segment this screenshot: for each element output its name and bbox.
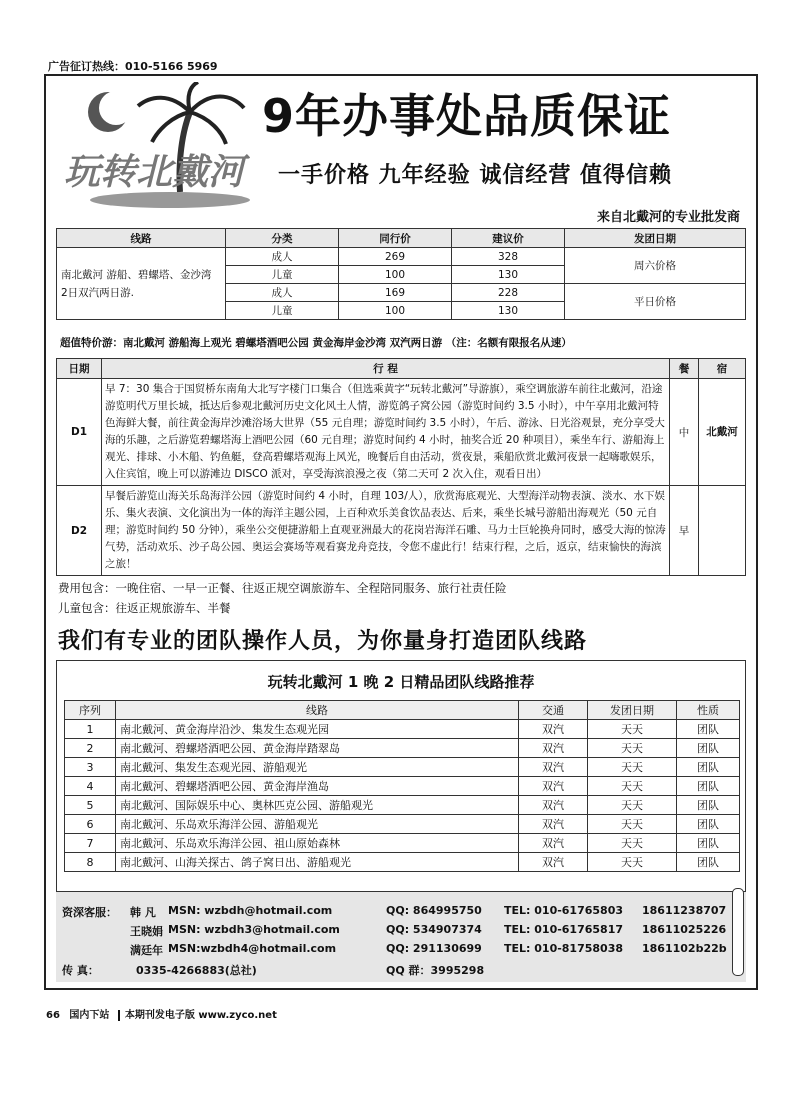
price-cat: 儿童 — [226, 302, 339, 320]
price-header: 建议价 — [452, 229, 565, 248]
ad-hotline: 广告征订热线：010-5166 5969 — [48, 60, 218, 73]
routes-row — [65, 758, 740, 777]
routes-type: 团队 — [677, 815, 740, 834]
price-peer: 269 — [339, 248, 452, 266]
routes-traffic: 双汽 — [519, 815, 588, 834]
routes-row — [65, 796, 740, 815]
routes-num: 8 — [65, 853, 116, 872]
routes-traffic: 双汽 — [519, 758, 588, 777]
routes-row — [65, 739, 740, 758]
routes-type: 团队 — [677, 796, 740, 815]
routes-date: 天天 — [588, 739, 677, 758]
slogan: 一手价格 九年经验 诚信经营 值得信赖 — [278, 163, 672, 188]
contact-msn: MSN: wzbdh3@hotmail.com — [168, 923, 340, 936]
routes-header: 交通 — [519, 701, 588, 720]
price-peer: 169 — [339, 284, 452, 302]
routes-type: 团队 — [677, 777, 740, 796]
contact-mobile: 1861102b22b — [642, 942, 727, 955]
price-cat: 成人 — [226, 284, 339, 302]
itin-meal: 早 — [670, 486, 699, 576]
page-title: 9年办事处品质保证 — [262, 89, 672, 143]
footer-section: 国内下站 — [69, 1010, 110, 1021]
routes-route: 南北戴河、乐岛欢乐海洋公园、祖山原始森林 — [116, 834, 519, 853]
routes-header: 性质 — [677, 701, 740, 720]
fee-include: 费用包含：一晚住宿、一早一正餐、往返正规空调旅游车、全程陪同服务、旅行社责任险 — [58, 581, 507, 595]
page-number: 66 — [46, 1010, 60, 1021]
routes-date: 天天 — [588, 815, 677, 834]
routes-row — [65, 720, 740, 739]
contact-name: 韩 凡 — [130, 906, 156, 919]
price-header: 线路 — [57, 229, 226, 248]
routes-num: 6 — [65, 815, 116, 834]
routes-route: 南北戴河、国际娱乐中心、奥林匹克公园、游船观光 — [116, 796, 519, 815]
routes-num: 1 — [65, 720, 116, 739]
contact-name: 满廷年 — [130, 944, 163, 957]
price-route: 南北戴河 游船、碧螺塔、金沙湾 2日双汽两日游. — [57, 248, 226, 320]
routes-route: 南北戴河、集发生态观光园、游船观光 — [116, 758, 519, 777]
scrollbar[interactable] — [732, 888, 744, 976]
price-suggest: 328 — [452, 248, 565, 266]
qq-group: QQ 群：3995298 — [386, 964, 485, 977]
routes-route: 南北戴河、黄金海岸沿沙、集发生态观光园 — [116, 720, 519, 739]
routes-route: 南北戴河、碧螺塔酒吧公园、黄金海岸踏翠岛 — [116, 739, 519, 758]
routes-route: 南北戴河、碧螺塔酒吧公园、黄金海岸渔岛 — [116, 777, 519, 796]
routes-title: 玩转北戴河 1 晚 2 日精品团队线路推荐 — [267, 673, 535, 691]
price-date: 平日价格 — [565, 284, 746, 320]
contact-label: 资深客服： — [62, 906, 117, 919]
routes-num: 7 — [65, 834, 116, 853]
routes-traffic: 双汽 — [519, 777, 588, 796]
contact-tel: TEL: 010-61765817 — [504, 923, 624, 936]
routes-table — [64, 700, 740, 872]
routes-date: 天天 — [588, 758, 677, 777]
contact-msn: MSN: wzbdh@hotmail.com — [168, 904, 333, 917]
routes-row — [65, 777, 740, 796]
routes-traffic: 双汽 — [519, 720, 588, 739]
routes-type: 团队 — [677, 739, 740, 758]
price-suggest: 228 — [452, 284, 565, 302]
routes-type: 团队 — [677, 758, 740, 777]
price-header: 分类 — [226, 229, 339, 248]
price-suggest: 130 — [452, 302, 565, 320]
routes-num: 5 — [65, 796, 116, 815]
contact-qq: QQ: 291130699 — [386, 942, 482, 955]
contact-qq: QQ: 864995750 — [386, 904, 482, 917]
contact-mobile: 18611025226 — [642, 923, 727, 936]
wholesaler-tagline: 来自北戴河的专业批发商 — [596, 210, 740, 225]
price-peer: 100 — [339, 302, 452, 320]
footer-site: 本期刊发电子版 www.zyco.net — [124, 1010, 277, 1021]
itin-day: D1 — [57, 379, 102, 486]
special-offer: 超值特价游：南北戴河 游船海上观光 碧螺塔酒吧公园 黄金海岸金沙湾 双汽两日游 （注：名额有限报名从速） — [60, 337, 572, 349]
price-table — [56, 228, 746, 320]
routes-traffic: 双汽 — [519, 834, 588, 853]
price-header: 发团日期 — [565, 229, 746, 248]
itin-header: 餐 — [670, 359, 699, 379]
contact-tel: TEL: 010-81758038 — [504, 942, 624, 955]
contact-mobile: 18611238707 — [642, 904, 727, 917]
price-date: 周六价格 — [565, 248, 746, 284]
contact-msn: MSN:wzbdh4@hotmail.com — [168, 942, 337, 955]
itinerary-table — [56, 358, 746, 576]
itin-header: 行 程 — [102, 359, 670, 379]
routes-type: 团队 — [677, 834, 740, 853]
contact-qq: QQ: 534907374 — [386, 923, 482, 936]
routes-num: 3 — [65, 758, 116, 777]
routes-date: 天天 — [588, 834, 677, 853]
routes-type: 团队 — [677, 853, 740, 872]
price-peer: 100 — [339, 266, 452, 284]
fax-number: 0335-4266883(总社) — [136, 964, 257, 977]
routes-route: 南北戴河、乐岛欢乐海洋公园、游船观光 — [116, 815, 519, 834]
itin-header: 宿 — [699, 359, 746, 379]
team-headline: 我们有专业的团队操作人员，为你量身打造团队线路 — [58, 629, 588, 654]
contact-tel: TEL: 010-61765803 — [504, 904, 624, 917]
itin-stay: 北戴河 — [699, 379, 746, 486]
price-suggest: 130 — [452, 266, 565, 284]
routes-row — [65, 834, 740, 853]
routes-type: 团队 — [677, 720, 740, 739]
routes-date: 天天 — [588, 777, 677, 796]
routes-row — [65, 815, 740, 834]
itin-meal: 中 — [670, 379, 699, 486]
footer — [46, 1006, 277, 1021]
routes-date: 天天 — [588, 853, 677, 872]
logo-text: 玩转北戴河 — [64, 152, 245, 193]
routes-row — [65, 853, 740, 872]
routes-traffic: 双汽 — [519, 796, 588, 815]
price-cat: 儿童 — [226, 266, 339, 284]
routes-header: 序列 — [65, 701, 116, 720]
routes-route: 南北戴河、山海关探古、鸽子窝日出、游船观光 — [116, 853, 519, 872]
routes-num: 2 — [65, 739, 116, 758]
itin-text: 早餐后游览山海关乐岛海洋公园（游览时间约 4 小时，自理 103/人），欣赏海底观光、大型海洋动物表演、淡水、水下娱乐、集火表演、文化演出为一体的海洋主题公园，上百种欢乐美食饮品表达、后来，乘坐长城号游船出海观光（50 元自理；游览时间约 50 分钟），乘坐公交便捷游船上直观亚洲最大的花岗岩海洋石雕、马力士巨轮换舟同时，感受大海的惊涛气势，活动欢乐、沙子岛公园、奥运会赛场等观看赛龙舟竞技，令您不虚此行！结束行程，之后，返京，结束愉快的海滨之旅！ — [102, 486, 670, 576]
routes-traffic: 双汽 — [519, 739, 588, 758]
routes-num: 4 — [65, 777, 116, 796]
itin-text: 早 7：30 集合于国贸桥东南角大北写字楼门口集合（但选乘黄字“玩转北戴河”导游旗），乘空调旅游车前往北戴河，沿途游览明代万里长城，抵达后参观北戴河历史文化风土人情，游览鸽子窝公园（游览时间约 3.5 小时），中午享用北戴河特色海鲜大餐，前往黄金海岸沙滩浴场大世界（55 元自理；游览时间约 3.5 小时），午后、游泳、日光浴观景，充分享受大海的乐趣，之后游览碧螺塔海上酒吧公园（60 元自理；游览时间约 4 小时，抽奖合近 20 种项目），乘坐车行、游船海上观光、排球、小木船、钓鱼艇，登高碧螺塔观海上风光，晚餐后自由活动，赏夜景，乘船欣赏北戴河夜景一起嗨歌娱乐，入住宾馆，晚上可以游滩边 DISCO 派对，享受海滨浪漫之夜（第二天可 2 次入住，观看日出） — [102, 379, 670, 486]
price-header: 同行价 — [339, 229, 452, 248]
contact-panel — [56, 892, 746, 982]
itin-stay — [699, 486, 746, 576]
contact-name: 王晓娟 — [130, 925, 163, 938]
child-include: 儿童包含：往返正规旅游车、半餐 — [58, 601, 231, 615]
routes-header: 发团日期 — [588, 701, 677, 720]
itin-header: 日期 — [57, 359, 102, 379]
price-cat: 成人 — [226, 248, 339, 266]
logo — [60, 82, 260, 210]
routes-traffic: 双汽 — [519, 853, 588, 872]
fee-section — [58, 578, 744, 618]
routes-date: 天天 — [588, 720, 677, 739]
fax-label: 传 真： — [62, 964, 99, 977]
routes-date: 天天 — [588, 796, 677, 815]
itin-day: D2 — [57, 486, 102, 576]
routes-header: 线路 — [116, 701, 519, 720]
